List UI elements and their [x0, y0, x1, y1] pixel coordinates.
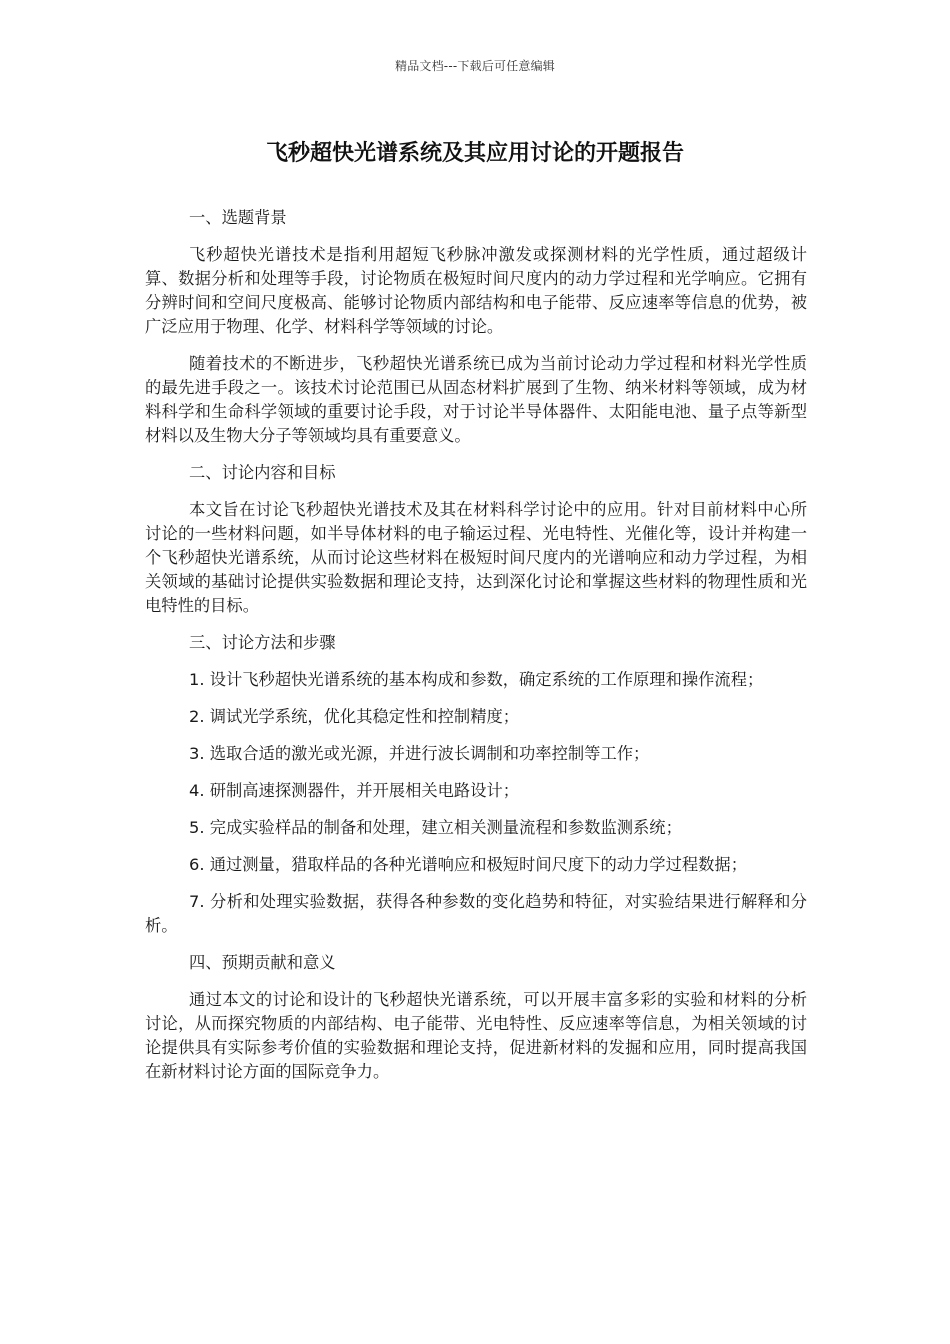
paragraph: 本文旨在讨论飞秒超快光谱技术及其在材料科学讨论中的应用。针对目前材料中心所讨论的一些材料问题，如半导体材料的电子输运过程、光电特性、光催化等，设计并构建一个飞秒超快光谱系统，从而讨论这些材料在极短时间尺度内的光谱响应和动力学过程，为相关领域的基础讨论提供实验数据和理论支持，达到深化讨论和掌握这些材料的物理性质和光电特性的目标。 [145, 500, 807, 615]
document-title: 飞秒超快光谱系统及其应用讨论的开题报告 [265, 141, 684, 166]
method-step: 7. 分析和处理实验数据，获得各种参数的变化趋势和特征，对实验结果进行解释和分析。 [145, 892, 807, 935]
method-step: 3. 选取合适的激光或光源，并进行波长调制和功率控制等工作； [189, 744, 650, 763]
section-heading-background: 一、选题背景 [189, 208, 287, 227]
page-header: 精品文档---下载后可任意编辑 [395, 59, 555, 73]
section-heading-methods: 三、讨论方法和步骤 [189, 633, 336, 652]
paragraph: 通过本文的讨论和设计的飞秒超快光谱系统，可以开展丰富多彩的实验和材料的分析讨论，从而探究物质的内部结构、电子能带、光电特性、反应速率等信息，为相关领域的讨论提供具有实际参考价值的实验数据和理论支持，促进新材料的发掘和应用，同时提高我国在新材料讨论方面的国际竞争力。 [145, 990, 807, 1081]
paragraph: 随着技术的不断进步，飞秒超快光谱系统已成为当前讨论动力学过程和材料光学性质的最先进手段之一。该技术讨论范围已从固态材料扩展到了生物、纳米材料等领域，成为材料科学和生命科学领域的重要讨论手段，对于讨论半导体器件、太阳能电池、量子点等新型材料以及生物大分子等领域均具有重要意义。 [145, 354, 807, 445]
document-body [145, 206, 807, 1097]
section-heading-significance: 四、预期贡献和意义 [189, 953, 336, 972]
method-step: 4. 研制高速探测器件，并开展相关电路设计； [189, 781, 520, 800]
paragraph: 飞秒超快光谱技术是指利用超短飞秒脉冲激发或探测材料的光学性质，通过超级计算、数据分析和处理等手段，讨论物质在极短时间尺度内的动力学过程和光学响应。它拥有分辨时间和空间尺度极高、能够讨论物质内部结构和电子能带、反应速率等信息的优势，被广泛应用于物理、化学、材料科学等领域的讨论。 [145, 245, 807, 336]
section-heading-content: 二、讨论内容和目标 [189, 463, 336, 482]
method-step: 1. 设计飞秒超快光谱系统的基本构成和参数，确定系统的工作原理和操作流程； [189, 670, 764, 689]
method-step: 5. 完成实验样品的制备和处理，建立相关测量流程和参数监测系统； [189, 818, 682, 837]
method-step: 6. 通过测量，猎取样品的各种光谱响应和极短时间尺度下的动力学过程数据； [189, 855, 747, 874]
method-step: 2. 调试光学系统，优化其稳定性和控制精度； [189, 707, 520, 726]
